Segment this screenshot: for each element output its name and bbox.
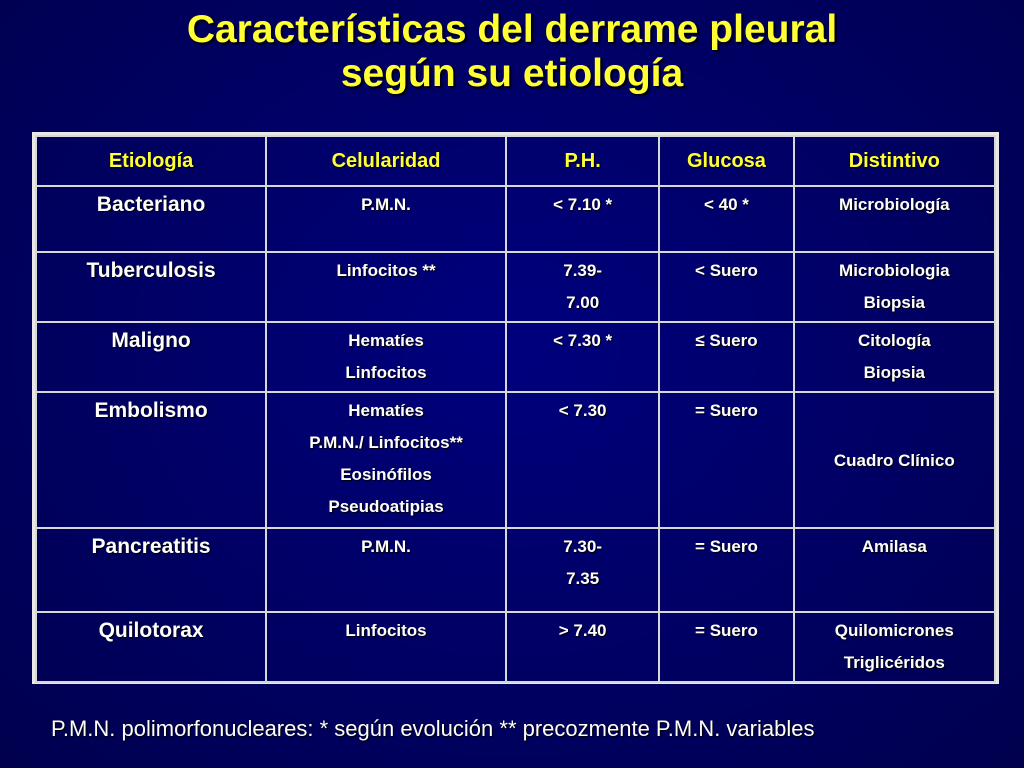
cell-line: Linfocitos ** <box>336 261 436 280</box>
cell-line: Biopsia <box>863 293 925 312</box>
cell-celularidad <box>266 392 506 528</box>
cell-line: 7.30- <box>563 537 602 556</box>
etiology-table-frame <box>32 132 999 684</box>
etiology-table <box>35 135 996 683</box>
cell-etiologia: Tuberculosis <box>36 252 266 322</box>
cell-line: Microbiologia <box>839 261 950 280</box>
cell-line: Microbiología <box>839 195 950 214</box>
cell-glucosa: < 40 * <box>659 186 793 252</box>
cell-glucosa: = Suero <box>659 612 793 682</box>
cell-glucosa: = Suero <box>659 392 793 528</box>
cell-celularidad <box>266 528 506 612</box>
slide-title-line-1: Características del derrame pleural <box>186 8 838 51</box>
cell-glucosa: = Suero <box>659 528 793 612</box>
cell-line: P.M.N. <box>361 195 411 214</box>
cell-ph <box>506 186 659 252</box>
header-glucosa: Glucosa <box>659 136 793 186</box>
cell-glucosa: < Suero <box>659 252 793 322</box>
cell-line: Cuadro Clínico <box>833 451 955 470</box>
cell-celularidad <box>266 322 506 392</box>
cell-distintivo <box>794 186 995 252</box>
cell-line: 7.00 <box>566 293 600 312</box>
cell-line: Amilasa <box>861 537 927 556</box>
cell-celularidad <box>266 252 506 322</box>
table-row <box>36 186 995 252</box>
header-distintivo: Distintivo <box>794 136 995 186</box>
table-row <box>36 612 995 682</box>
cell-line: Pseudoatipias <box>328 497 444 516</box>
cell-etiologia: Pancreatitis <box>36 528 266 612</box>
cell-ph <box>506 392 659 528</box>
table-row <box>36 528 995 612</box>
slide-title-line-2: según su etiología <box>340 52 684 95</box>
cell-ph <box>506 322 659 392</box>
cell-line: Linfocitos <box>345 621 427 640</box>
footnote: P.M.N. polimorfonucleares: * según evolución ** precozmente P.M.N. variables <box>51 716 815 741</box>
table-row <box>36 252 995 322</box>
cell-etiologia: Bacteriano <box>36 186 266 252</box>
cell-ph <box>506 612 659 682</box>
cell-etiologia: Maligno <box>36 322 266 392</box>
cell-distintivo <box>794 528 995 612</box>
cell-line: Biopsia <box>863 363 925 382</box>
cell-line: Linfocitos <box>345 363 427 382</box>
cell-etiologia: Embolismo <box>36 392 266 528</box>
cell-celularidad <box>266 186 506 252</box>
table-row <box>36 322 995 392</box>
cell-line: Eosinófilos <box>340 465 432 484</box>
table-header-row <box>36 136 995 186</box>
cell-line: P.M.N./ Linfocitos** <box>309 433 463 452</box>
cell-line: 7.35 <box>566 569 600 588</box>
slide-title <box>0 8 1024 96</box>
cell-line: Citología <box>857 331 931 350</box>
cell-line: 7.39- <box>563 261 602 280</box>
cell-line: < 7.10 * <box>553 195 613 214</box>
cell-line: < 7.30 * <box>553 331 613 350</box>
cell-line: < 7.30 <box>558 401 607 420</box>
header-celularidad: Celularidad <box>266 136 506 186</box>
cell-distintivo <box>794 392 995 528</box>
header-etiologia: Etiología <box>36 136 266 186</box>
table-row <box>36 392 995 528</box>
cell-line: Quilomicrones <box>834 621 954 640</box>
cell-line: Hematíes <box>348 401 424 420</box>
cell-distintivo <box>794 322 995 392</box>
cell-line: Triglicéridos <box>843 653 945 672</box>
cell-line: Hematíes <box>348 331 424 350</box>
cell-ph <box>506 252 659 322</box>
cell-distintivo <box>794 252 995 322</box>
header-ph: P.H. <box>506 136 659 186</box>
cell-line: P.M.N. <box>361 537 411 556</box>
cell-glucosa: ≤ Suero <box>659 322 793 392</box>
cell-distintivo <box>794 612 995 682</box>
cell-line: > 7.40 <box>558 621 607 640</box>
cell-celularidad <box>266 612 506 682</box>
cell-etiologia: Quilotorax <box>36 612 266 682</box>
cell-ph <box>506 528 659 612</box>
